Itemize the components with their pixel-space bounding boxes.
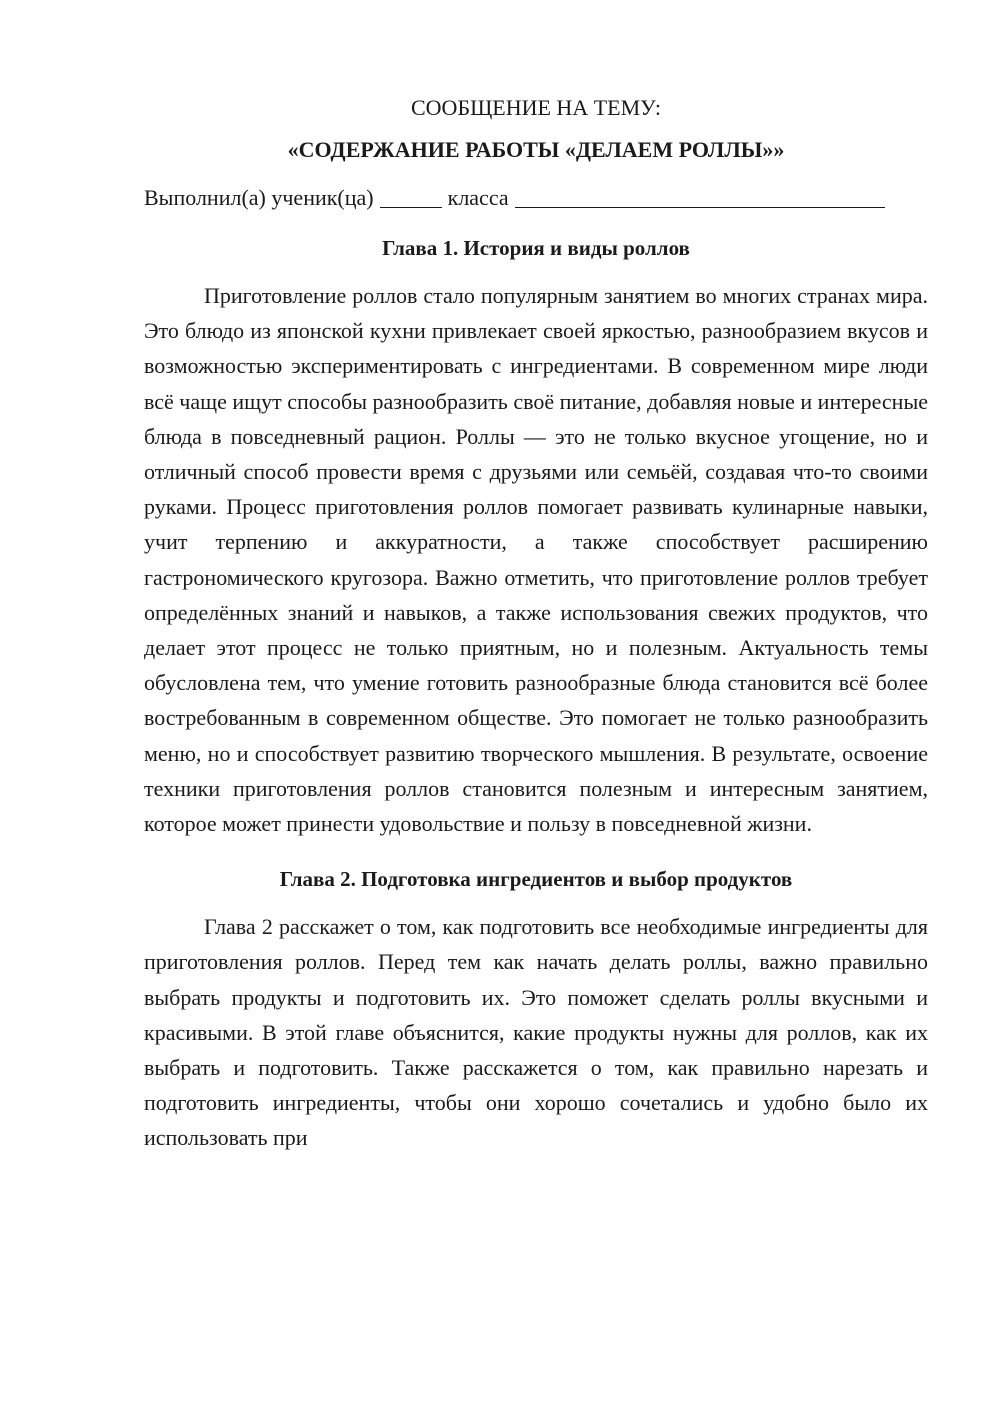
author-prefix: Выполнил(а) ученик(ца) (144, 185, 374, 210)
document-page (144, 92, 928, 1156)
chapter-1-title: Глава 1. История и виды роллов (382, 236, 690, 260)
chapter-1-paragraph: Приготовление роллов стало популярным занятием во многих странах мира. Это блюдо из японской кухни привлекает своей яркостью, разнообразием вкусов и возможностью экспериментировать с ингредиентами. В современном мире люди всё чаще ищут способы разнообразить своё питание, добавляя новые и интересные блюда в повседневный рацион. Роллы — это не только вкусное угощение, но и отличный способ провести время с друзьями или семьёй, создавая что-то своими руками. Процесс приготовления роллов помогает развивать кулинарные навыки, учит терпению и аккуратности, а также способствует расширению гастрономического кругозора. Важно отметить, что приготовление роллов требует определённых знаний и навыков, а также использования свежих продуктов, что делает этот процесс не только приятным, но и полезным. Актуальность темы обусловлена тем, что умение готовить разнообразные блюда становится всё более востребованным в современном обществе. Это помогает не только разнообразить меню, но и способствует развитию творческого мышления. В результате, освоение техники приготовления роллов становится полезным и интересным занятием, которое может принести удовольствие и пользу в повседневной жизни. (144, 283, 928, 837)
document-subject: СООБЩЕНИЕ НА ТЕМУ: (411, 95, 661, 120)
chapter-2-paragraph: Глава 2 расскажет о том, как подготовить все необходимые ингредиенты для приготовления роллов. Перед тем как начать делать роллы, важно правильно выбрать продукты и подготовить их. Это поможет сделать роллы вкусными и красивыми. В этой главе объяснится, какие продукты нужны для роллов, как их выбрать и подготовить. Также расскажется о том, как правильно нарезать и подготовить ингредиенты, чтобы они хорошо сочетались и удобно было их использовать при (144, 914, 928, 1151)
author-class-word: класса (447, 185, 509, 210)
class-name-blank (515, 185, 885, 208)
chapter-2-title: Глава 2. Подготовка ингредиентов и выбор продуктов (279, 867, 793, 892)
author-line (144, 182, 928, 214)
class-number-blank (380, 185, 442, 208)
document-topic: «СОДЕРЖАНИЕ РАБОТЫ «ДЕЛАЕМ РОЛЛЫ»» (287, 137, 785, 162)
